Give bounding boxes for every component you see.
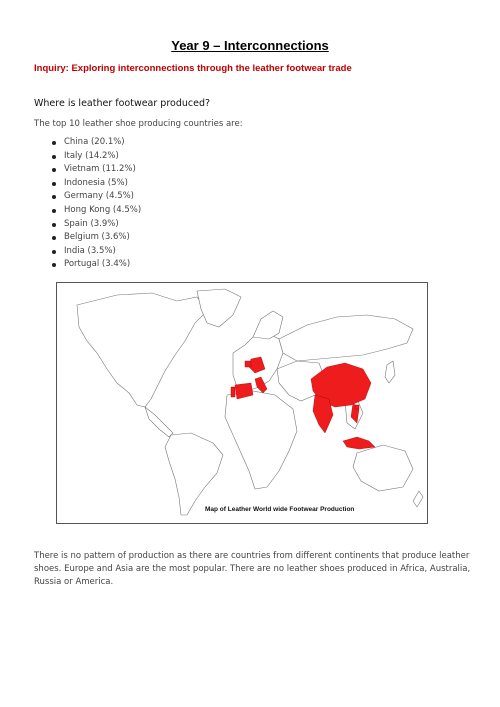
japan-shape — [385, 361, 395, 383]
new-zealand-shape — [413, 491, 423, 507]
list-item: Vietnam (11.2%) — [34, 163, 141, 177]
portugal-shape — [231, 387, 235, 397]
scandinavia-shape — [253, 311, 283, 339]
section-heading: Where is leather footwear produced? — [34, 98, 211, 109]
list-item: Spain (3.9%) — [34, 218, 141, 232]
list-item: China (20.1%) — [34, 136, 141, 150]
conclusion-paragraph: There is no pattern of production as there are countries from different continents that produce leather shoes. Europe and Asia are the most popular. There are no leather shoes produced in Africa, Australia, Russia or America. — [34, 551, 471, 587]
map-caption: Map of Leather World wide Footwear Production — [205, 506, 355, 513]
list-item: Hong Kong (4.5%) — [34, 204, 141, 218]
list-item: Italy (14.2%) — [34, 150, 141, 164]
list-item: India (3.5%) — [34, 245, 141, 259]
greenland-shape — [197, 289, 241, 327]
south-america-shape — [165, 433, 223, 515]
central-america-shape — [145, 407, 173, 437]
africa-shape — [225, 391, 297, 489]
list-item: Portugal (3.4%) — [34, 258, 141, 272]
list-item: Belgium (3.6%) — [34, 231, 141, 245]
list-item: Germany (4.5%) — [34, 190, 141, 204]
inquiry-subtitle: Inquiry: Exploring interconnections through the leather footwear trade — [34, 63, 352, 74]
australia-shape — [353, 445, 413, 491]
intro-text: The top 10 leather shoe producing countries are: — [34, 119, 243, 129]
indonesia-shape — [343, 437, 375, 449]
country-list — [34, 136, 141, 272]
north-america-shape — [77, 293, 207, 407]
list-item: Indonesia (5%) — [34, 177, 141, 191]
page-title: Year 9 – Interconnections — [171, 38, 329, 53]
north-asia-shape — [279, 315, 413, 361]
world-map-graphic — [57, 283, 427, 523]
belgium-shape — [245, 361, 251, 367]
hong-kong-shape — [355, 405, 359, 409]
world-map — [56, 282, 428, 524]
